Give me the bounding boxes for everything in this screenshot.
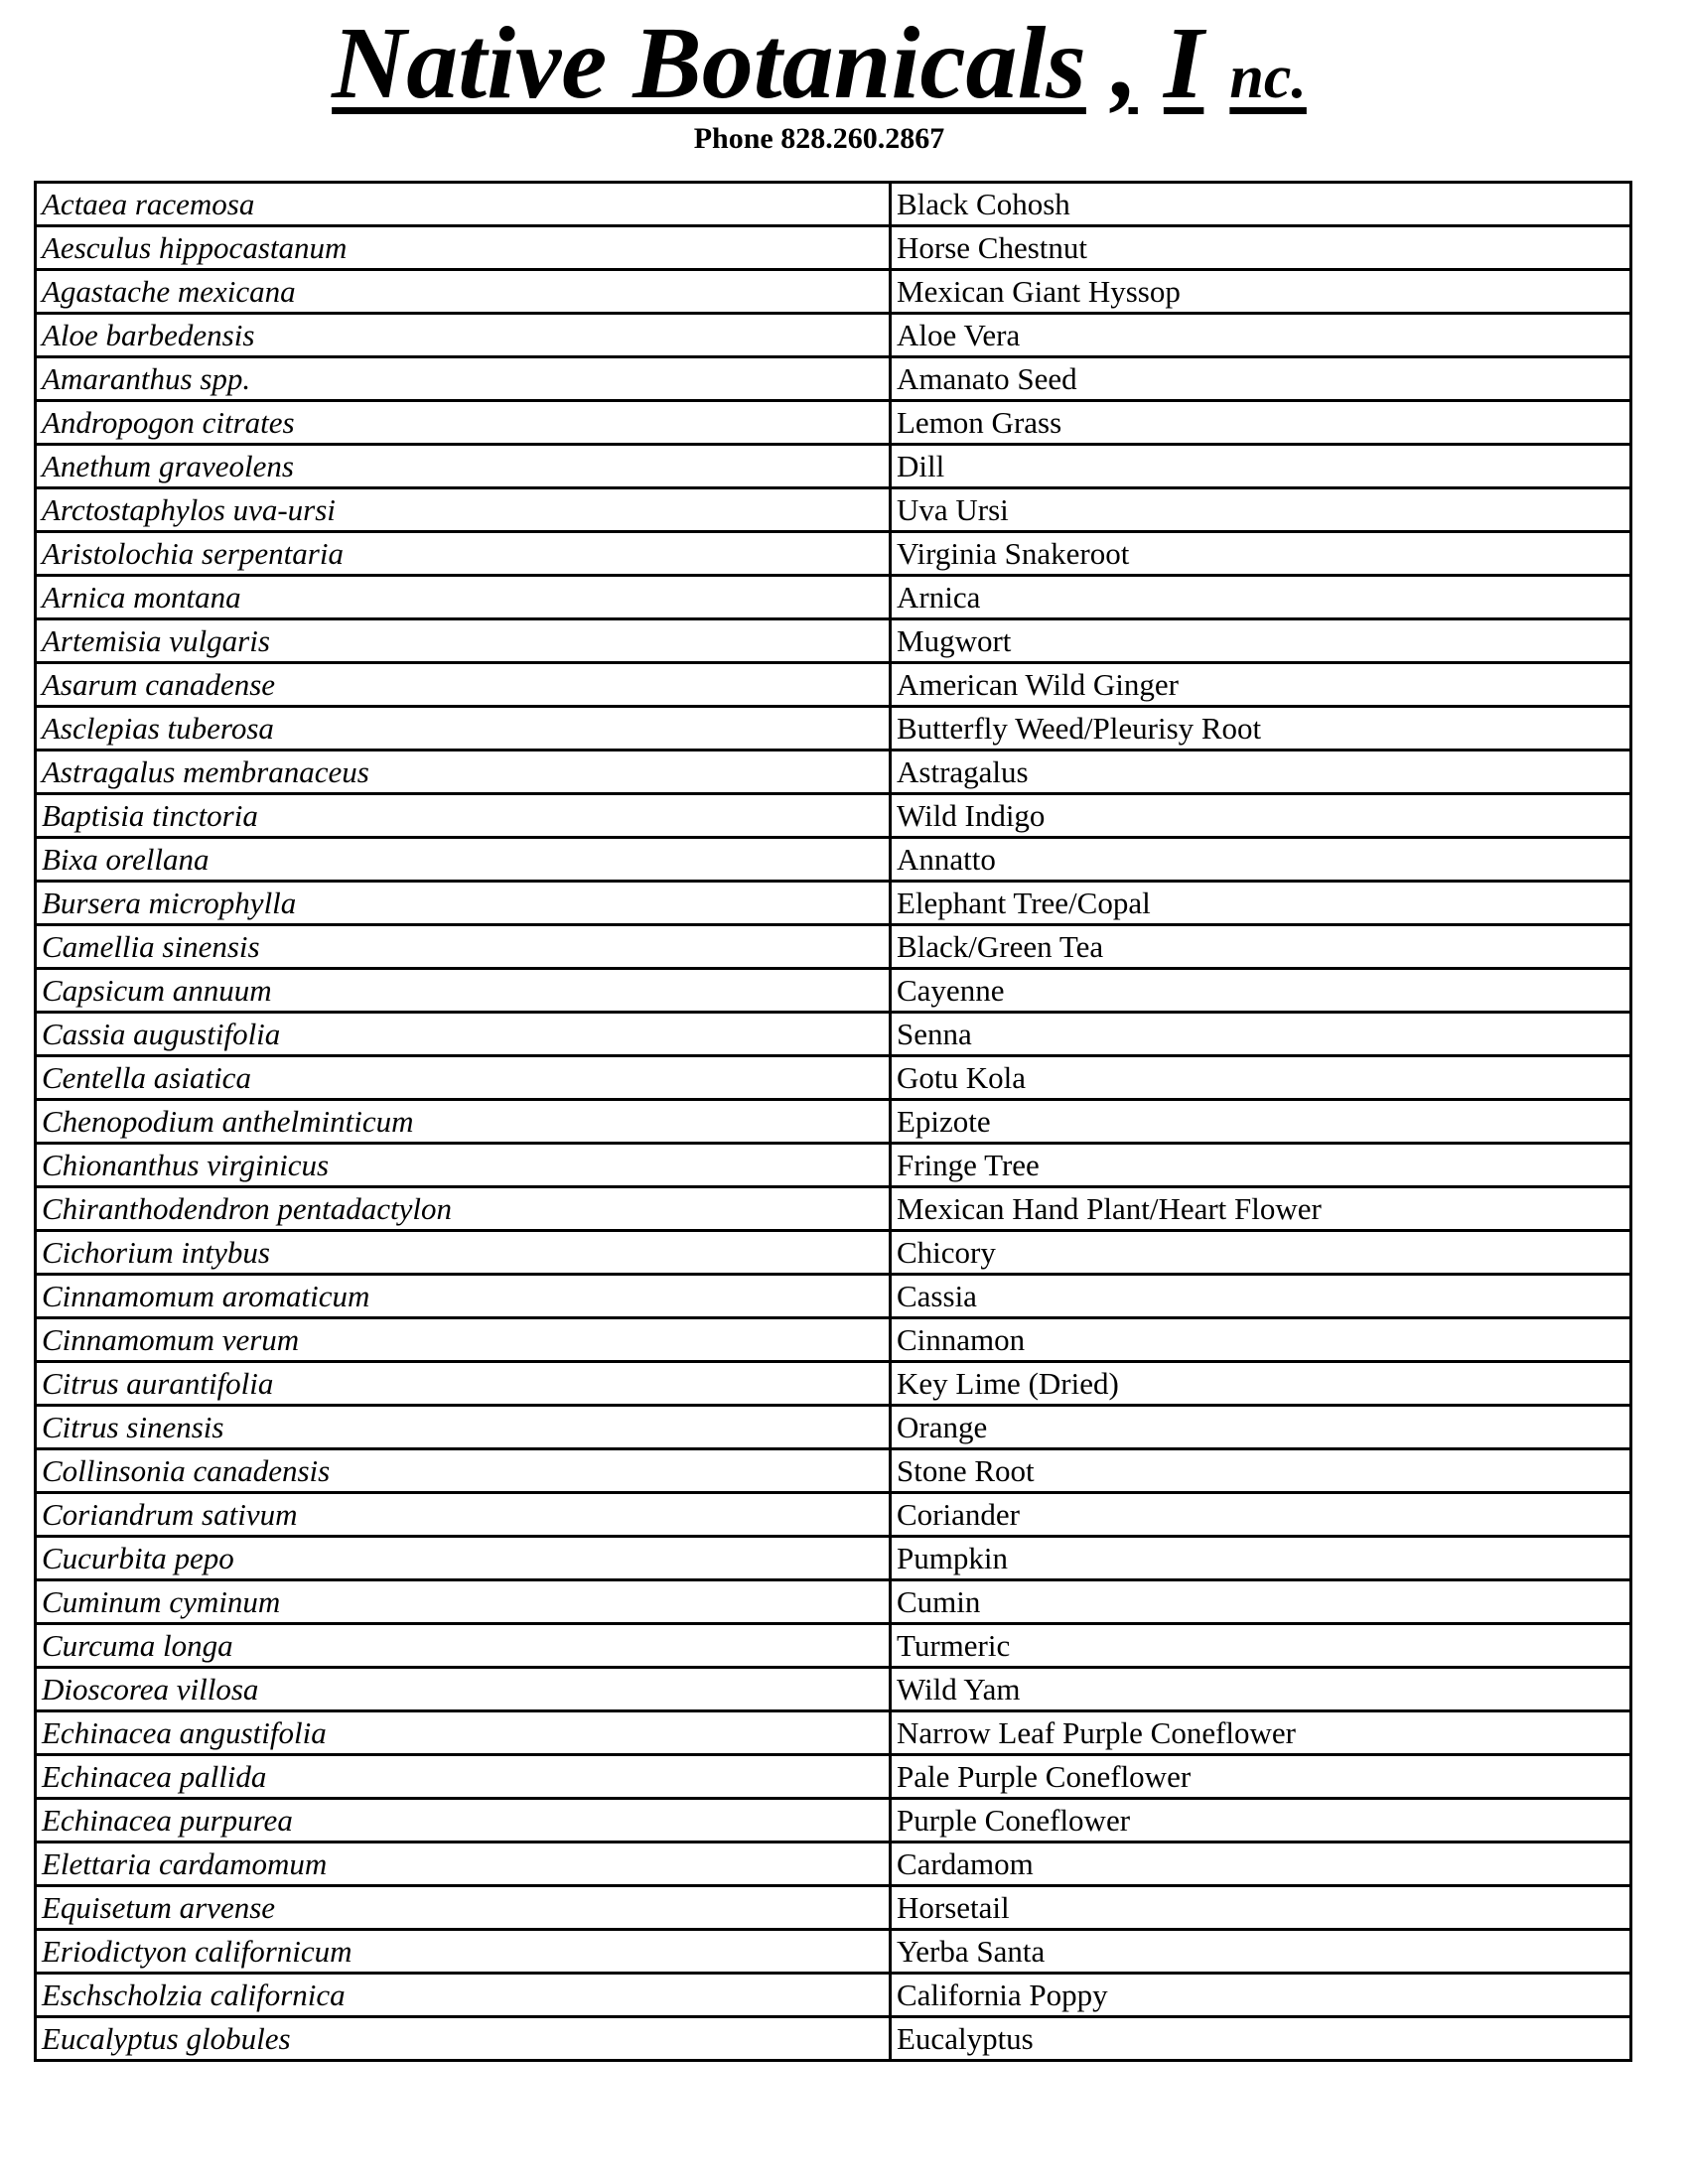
table-row: [36, 1799, 1631, 1843]
title-letter: I: [1163, 6, 1204, 120]
common-name-cell: Gotu Kola: [891, 1056, 1631, 1100]
common-name-cell: Eucalyptus: [891, 2017, 1631, 2061]
latin-name-cell: Echinacea angustifolia: [36, 1711, 891, 1755]
table-row: [36, 1318, 1631, 1362]
table-row: [36, 1668, 1631, 1711]
common-name-cell: Pale Purple Coneflower: [891, 1755, 1631, 1799]
common-name-cell: Mugwort: [891, 619, 1631, 663]
latin-name-cell: Anethum graveolens: [36, 445, 891, 488]
latin-name-cell: Bursera microphylla: [36, 882, 891, 925]
latin-name-cell: Elettaria cardamomum: [36, 1843, 891, 1886]
common-name-cell: Stone Root: [891, 1449, 1631, 1493]
table-row: [36, 1449, 1631, 1493]
common-name-cell: Astragalus: [891, 751, 1631, 794]
table-row: [36, 1275, 1631, 1318]
table-row: [36, 663, 1631, 707]
table-row: [36, 270, 1631, 314]
latin-name-cell: Coriandrum sativum: [36, 1493, 891, 1537]
plant-table: [34, 181, 1632, 2062]
table-row: [36, 1624, 1631, 1668]
common-name-cell: Cassia: [891, 1275, 1631, 1318]
common-name-cell: Senna: [891, 1013, 1631, 1056]
common-name-cell: Uva Ursi: [891, 488, 1631, 532]
latin-name-cell: Eschscholzia californica: [36, 1974, 891, 2017]
common-name-cell: Lemon Grass: [891, 401, 1631, 445]
common-name-cell: Horsetail: [891, 1886, 1631, 1930]
common-name-cell: Purple Coneflower: [891, 1799, 1631, 1843]
table-row: [36, 2017, 1631, 2061]
latin-name-cell: Citrus aurantifolia: [36, 1362, 891, 1406]
latin-name-cell: Equisetum arvense: [36, 1886, 891, 1930]
table-row: [36, 1580, 1631, 1624]
latin-name-cell: Cassia augustifolia: [36, 1013, 891, 1056]
table-row: [36, 1013, 1631, 1056]
common-name-cell: Elephant Tree/Copal: [891, 882, 1631, 925]
table-row: [36, 1187, 1631, 1231]
table-row: [36, 1711, 1631, 1755]
table-row: [36, 445, 1631, 488]
latin-name-cell: Agastache mexicana: [36, 270, 891, 314]
common-name-cell: Black/Green Tea: [891, 925, 1631, 969]
phone-number: Phone 828.260.2867: [693, 122, 945, 155]
table-row: [36, 183, 1631, 226]
common-name-cell: Narrow Leaf Purple Coneflower: [891, 1711, 1631, 1755]
latin-name-cell: Cuminum cyminum: [36, 1580, 891, 1624]
table-row: [36, 532, 1631, 576]
common-name-cell: Wild Yam: [891, 1668, 1631, 1711]
latin-name-cell: Camellia sinensis: [36, 925, 891, 969]
latin-name-cell: Cichorium intybus: [36, 1231, 891, 1275]
latin-name-cell: Capsicum annuum: [36, 969, 891, 1013]
common-name-cell: Coriander: [891, 1493, 1631, 1537]
table-row: [36, 1056, 1631, 1100]
title-separator: ,: [1111, 6, 1138, 120]
latin-name-cell: Chenopodium anthelminticum: [36, 1100, 891, 1144]
common-name-cell: Orange: [891, 1406, 1631, 1449]
latin-name-cell: Arctostaphylos uva-ursi: [36, 488, 891, 532]
table-row: [36, 1493, 1631, 1537]
common-name-cell: California Poppy: [891, 1974, 1631, 2017]
latin-name-cell: Baptisia tinctoria: [36, 794, 891, 838]
table-row: [36, 1362, 1631, 1406]
table-row: [36, 1755, 1631, 1799]
latin-name-cell: Aristolochia serpentaria: [36, 532, 891, 576]
common-name-cell: Cayenne: [891, 969, 1631, 1013]
common-name-cell: Turmeric: [891, 1624, 1631, 1668]
table-row: [36, 1886, 1631, 1930]
latin-name-cell: Chiranthodendron pentadactylon: [36, 1187, 891, 1231]
table-row: [36, 1144, 1631, 1187]
latin-name-cell: Echinacea purpurea: [36, 1799, 891, 1843]
common-name-cell: Chicory: [891, 1231, 1631, 1275]
latin-name-cell: Astragalus membranaceus: [36, 751, 891, 794]
common-name-cell: Epizote: [891, 1100, 1631, 1144]
latin-name-cell: Asarum canadense: [36, 663, 891, 707]
latin-name-cell: Andropogon citrates: [36, 401, 891, 445]
common-name-cell: Key Lime (Dried): [891, 1362, 1631, 1406]
latin-name-cell: Dioscorea villosa: [36, 1668, 891, 1711]
common-name-cell: Cardamom: [891, 1843, 1631, 1886]
latin-name-cell: Cucurbita pepo: [36, 1537, 891, 1580]
table-row: [36, 1843, 1631, 1886]
table-row: [36, 882, 1631, 925]
latin-name-cell: Collinsonia canadensis: [36, 1449, 891, 1493]
table-row: [36, 1537, 1631, 1580]
common-name-cell: Cinnamon: [891, 1318, 1631, 1362]
latin-name-cell: Bixa orellana: [36, 838, 891, 882]
latin-name-cell: Centella asiatica: [36, 1056, 891, 1100]
latin-name-cell: Cinnamomum aromaticum: [36, 1275, 891, 1318]
common-name-cell: Dill: [891, 445, 1631, 488]
latin-name-cell: Echinacea pallida: [36, 1755, 891, 1799]
latin-name-cell: Chionanthus virginicus: [36, 1144, 891, 1187]
plant-table-body: [36, 183, 1631, 2061]
latin-name-cell: Asclepias tuberosa: [36, 707, 891, 751]
table-row: [36, 401, 1631, 445]
table-row: [36, 1100, 1631, 1144]
title-suffix: nc.: [1229, 44, 1307, 111]
common-name-cell: Butterfly Weed/Pleurisy Root: [891, 707, 1631, 751]
latin-name-cell: Citrus sinensis: [36, 1406, 891, 1449]
table-row: [36, 969, 1631, 1013]
table-row: [36, 1406, 1631, 1449]
latin-name-cell: Eucalyptus globules: [36, 2017, 891, 2061]
common-name-cell: Annatto: [891, 838, 1631, 882]
table-row: [36, 314, 1631, 357]
common-name-cell: Arnica: [891, 576, 1631, 619]
latin-name-cell: Aesculus hippocastanum: [36, 226, 891, 270]
table-row: [36, 1231, 1631, 1275]
common-name-cell: American Wild Ginger: [891, 663, 1631, 707]
common-name-cell: Mexican Hand Plant/Heart Flower: [891, 1187, 1631, 1231]
company-title: [0, 4, 1638, 137]
latin-name-cell: Actaea racemosa: [36, 183, 891, 226]
common-name-cell: Wild Indigo: [891, 794, 1631, 838]
table-row: [36, 1974, 1631, 2017]
table-row: [36, 226, 1631, 270]
latin-name-cell: Arnica montana: [36, 576, 891, 619]
latin-name-cell: Artemisia vulgaris: [36, 619, 891, 663]
table-row: [36, 751, 1631, 794]
table-row: [36, 576, 1631, 619]
table-row: [36, 1930, 1631, 1974]
common-name-cell: Amanato Seed: [891, 357, 1631, 401]
latin-name-cell: Eriodictyon californicum: [36, 1930, 891, 1974]
table-row: [36, 925, 1631, 969]
common-name-cell: Mexican Giant Hyssop: [891, 270, 1631, 314]
common-name-cell: Black Cohosh: [891, 183, 1631, 226]
latin-name-cell: Amaranthus spp.: [36, 357, 891, 401]
latin-name-cell: Aloe barbedensis: [36, 314, 891, 357]
common-name-cell: Cumin: [891, 1580, 1631, 1624]
common-name-cell: Yerba Santa: [891, 1930, 1631, 1974]
common-name-cell: Aloe Vera: [891, 314, 1631, 357]
latin-name-cell: Cinnamomum verum: [36, 1318, 891, 1362]
table-row: [36, 357, 1631, 401]
common-name-cell: Horse Chestnut: [891, 226, 1631, 270]
table-row: [36, 838, 1631, 882]
table-row: [36, 794, 1631, 838]
table-row: [36, 707, 1631, 751]
common-name-cell: Fringe Tree: [891, 1144, 1631, 1187]
table-row: [36, 488, 1631, 532]
latin-name-cell: Curcuma longa: [36, 1624, 891, 1668]
table-row: [36, 619, 1631, 663]
common-name-cell: Virginia Snakeroot: [891, 532, 1631, 576]
common-name-cell: Pumpkin: [891, 1537, 1631, 1580]
title-main: Native Botanicals: [332, 6, 1086, 120]
